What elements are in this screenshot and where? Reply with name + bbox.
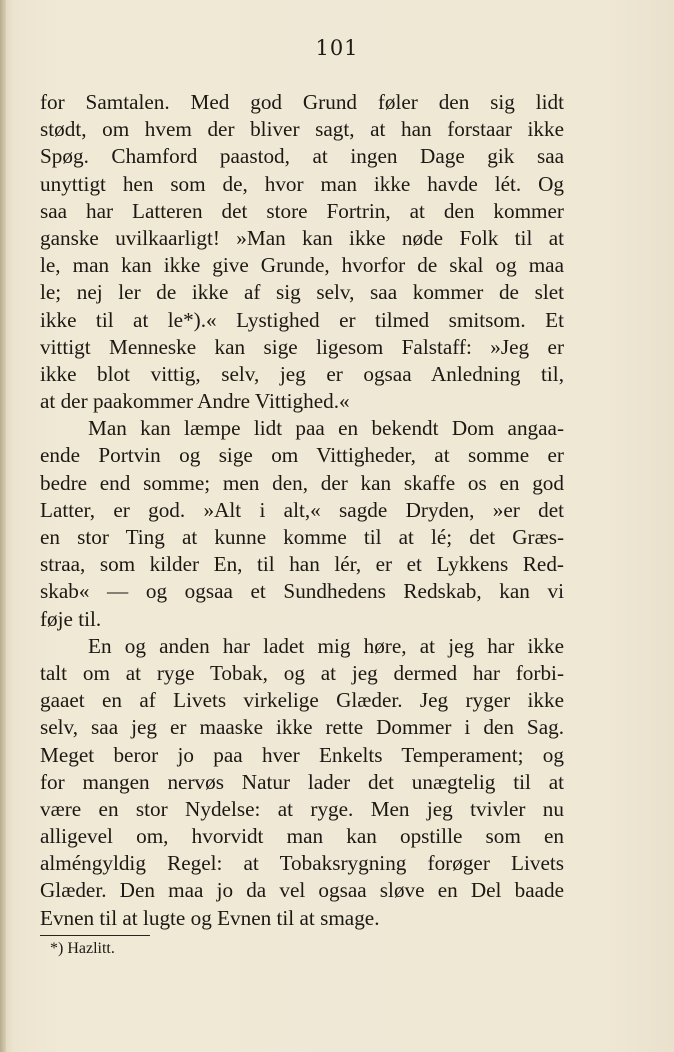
text-line: at der paakommer Andre Vittighed.« [40,389,350,414]
text-line: ikke blot vittig, selv, jeg er ogsaa Anledning til, [40,361,564,386]
text-line: Latter, er god. »Alt i alt,« sagde Dryden, »er det [40,497,564,522]
footnote-rule [40,935,150,936]
text-line: stødt, om hvem der bliver sagt, at han forstaar ikke [40,117,564,142]
text-line: skab« — og ogsaa et Sundhedens Redskab, kan vi [40,579,564,604]
text-line: alligevel om, hvorvidt man kan opstille som en [40,824,564,849]
text-line: Evnen til at lugte og Evnen til at smage. [40,905,380,930]
text-line: En og anden har ladet mig høre, at jeg har ikke [88,633,564,658]
text-line: en stor Ting at kunne komme til at lé; det Græs- [40,525,564,549]
text-line: for mangen nervøs Natur lader det unægtelig til at [40,769,564,794]
text-line: Glæder. Den maa jo da vel ogsaa sløve en Del baade [40,878,564,903]
text-line: selv, saa jeg er maaske ikke rette Dommer i den Sag. [40,715,564,740]
text-line: le; nej ler de ikke af sig selv, saa kommer de slet [40,280,564,305]
text-line: bedre end somme; men den, der kan skaffe os en god [40,470,564,495]
text-line: le, man kan ikke give Grunde, hvorfor de skal og maa [40,253,564,278]
text-line: ganske uvilkaarligt! »Man kan ikke nøde Folk til at [40,225,564,250]
text-line: gaaet en af Livets virkelige Glæder. Jeg ryger ikke [40,688,564,713]
text-line: være en stor Nydelse: at ryge. Men jeg tvivler nu [40,796,564,821]
text-line: Spøg. Chamford paastod, at ingen Dage gik saa [40,144,564,169]
body-text [40,89,564,932]
text-line: ikke til at le*).« Lystighed er tilmed smitsom. Et [40,307,564,332]
text-line: for Samtalen. Med god Grund føler den sig lidt [40,90,564,114]
text-line: Man kan læmpe lidt paa en bekendt Dom angaa- [88,416,564,441]
text-line: saa har Latteren det store Fortrin, at den kommer [40,198,564,223]
text-line: ende Portvin og sige om Vittigheder, at somme er [40,443,564,468]
text-line: vittigt Menneske kan sige ligesom Falstaff: »Jeg er [40,334,564,359]
text-line: straa, som kilder En, til han lér, er et Lykkens Red- [40,552,564,577]
text-line: unyttigt hen som de, hvor man ikke havde lét. Og [40,171,564,196]
text-line: talt om at ryge Tobak, og at jeg dermed har forbi- [40,660,564,685]
text-line: alméngyldig Regel: at Tobaksrygning forøger Livets [40,851,564,876]
footnote: *) Hazlitt. [50,940,115,957]
text-line: Meget beror jo paa hver Enkelts Temperament; og [40,742,564,767]
page-spine-edge [0,0,6,1052]
page-number: 101 [315,36,359,60]
text-line: føje til. [40,606,102,631]
